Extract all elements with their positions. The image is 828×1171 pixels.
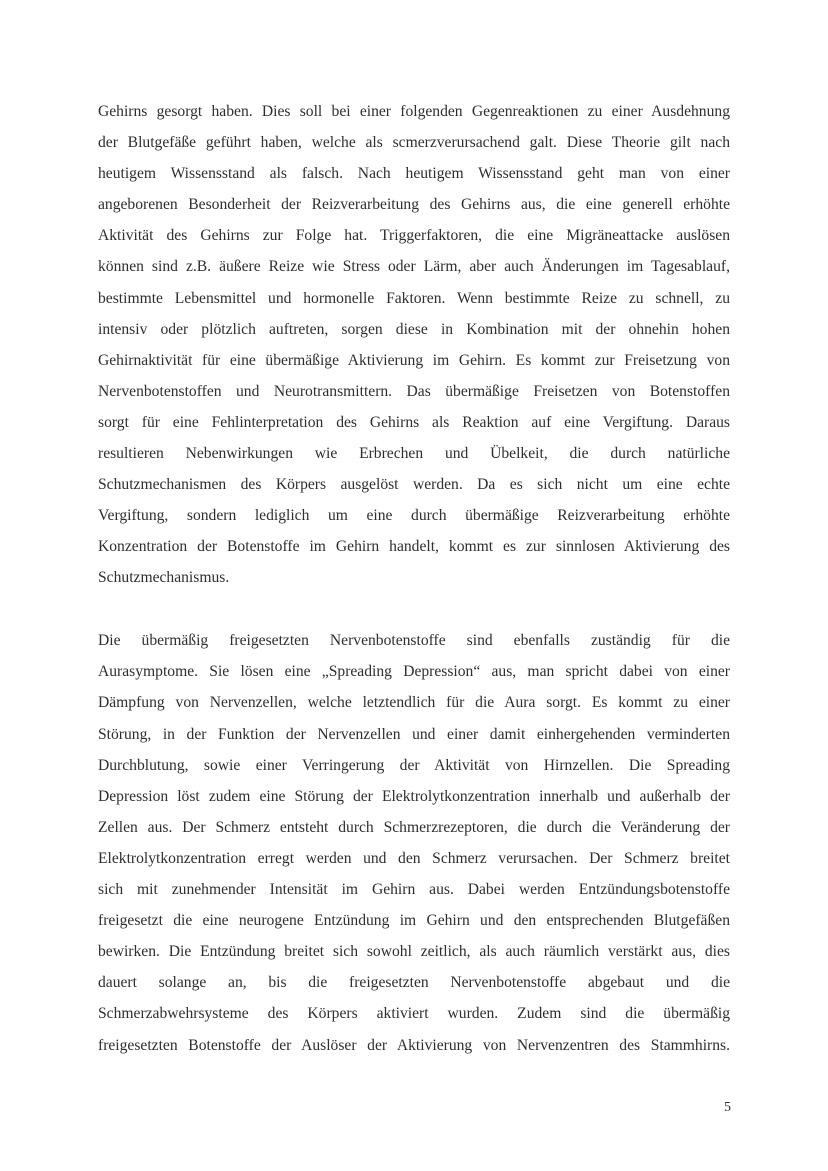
- text-line: Dämpfung von Nervenzellen, welche letztendlich für die Aura sorgt. Es kommt zu einer: [98, 694, 730, 712]
- text-line: Nervenbotenstoffen und Neurotransmittern. Das übermäßige Freisetzen von Botenstoffen: [98, 382, 730, 400]
- paragraph-2: [98, 625, 730, 1060]
- text-line: sorgt für eine Fehlinterpretation des Gehirns als Reaktion auf eine Vergiftung. Daraus: [98, 413, 730, 431]
- text-line: freigesetzten Botenstoffe der Auslöser der Aktivierung von Nervenzentren des Stammhirns.: [98, 1036, 730, 1054]
- text-line: intensiv oder plötzlich auftreten, sorgen diese in Kombination mit der ohnehin hohen: [98, 320, 730, 338]
- text-line: Schutzmechanismen des Körpers ausgelöst werden. Da es sich nicht um eine echte: [98, 476, 730, 494]
- text-line: angeborenen Besonderheit der Reizverarbeitung des Gehirns aus, die eine generell erhöhte: [98, 196, 730, 214]
- text-line: sich mit zunehmender Intensität im Gehirn aus. Dabei werden Entzündungsbotenstoffe: [98, 881, 730, 899]
- page-number: 5: [724, 1100, 731, 1115]
- text-line: freigesetzt die eine neurogene Entzündung im Gehirn und den entsprechenden Blutgefäßen: [98, 912, 730, 930]
- paragraph-1: [98, 96, 730, 594]
- text-line: Die übermäßig freigesetzten Nervenbotenstoffe sind ebenfalls zuständig für die: [98, 632, 730, 650]
- text-line: heutigem Wissensstand als falsch. Nach heutigem Wissensstand geht man von einer: [98, 165, 730, 183]
- text-line: Aktivität des Gehirns zur Folge hat. Triggerfaktoren, die eine Migräneattacke auslösen: [98, 227, 730, 245]
- text-line: Zellen aus. Der Schmerz entsteht durch Schmerzrezeptoren, die durch die Veränderung der: [98, 818, 730, 836]
- text-line: Aurasymptome. Sie lösen eine „Spreading Depression“ aus, man spricht dabei von einer: [98, 663, 730, 681]
- text-line: Gehirns gesorgt haben. Dies soll bei einer folgenden Gegenreaktionen zu einer Ausdehnung: [98, 103, 730, 120]
- text-line: resultieren Nebenwirkungen wie Erbrechen und Übelkeit, die durch natürliche: [98, 445, 730, 463]
- body-text: [98, 96, 730, 1061]
- text-line: dauert solange an, bis die freigesetzten Nervenbotenstoffe abgebaut und die: [98, 974, 730, 992]
- text-line: Schmerzabwehrsysteme des Körpers aktiviert wurden. Zudem sind die übermäßig: [98, 1005, 730, 1023]
- text-line: der Blutgefäße geführt haben, welche als scmerzverursachend galt. Diese Theorie gilt nach: [98, 134, 730, 152]
- text-line: Konzentration der Botenstoffe im Gehirn handelt, kommt es zur sinnlosen Aktivierung des: [98, 538, 730, 556]
- text-line: bestimmte Lebensmittel und hormonelle Faktoren. Wenn bestimmte Reize zu schnell, zu: [98, 289, 730, 307]
- text-line: Gehirnaktivität für eine übermäßige Aktivierung im Gehirn. Es kommt zur Freisetzung von: [98, 351, 730, 369]
- text-line: können sind z.B. äußere Reize wie Stress oder Lärm, aber auch Änderungen im Tagesablauf,: [98, 258, 730, 276]
- text-line: Depression löst zudem eine Störung der Elektrolytkonzentration innerhalb und außerhalb der: [98, 787, 730, 805]
- text-line: Schutzmechanismus.: [98, 569, 230, 587]
- text-line: bewirken. Die Entzündung breitet sich sowohl zeitlich, als auch räumlich verstärkt aus, dies: [98, 943, 730, 961]
- text-line: Störung, in der Funktion der Nervenzellen und einer damit einhergehenden verminderten: [98, 725, 730, 743]
- text-line: Vergiftung, sondern lediglich um eine durch übermäßige Reizverarbeitung erhöhte: [98, 507, 730, 525]
- text-line: Durchblutung, sowie einer Verringerung der Aktivität von Hirnzellen. Die Spreading: [98, 756, 730, 774]
- text-line: Elektrolytkonzentration erregt werden und den Schmerz verursachen. Der Schmerz breitet: [98, 849, 730, 867]
- paragraph-spacer: [98, 594, 730, 625]
